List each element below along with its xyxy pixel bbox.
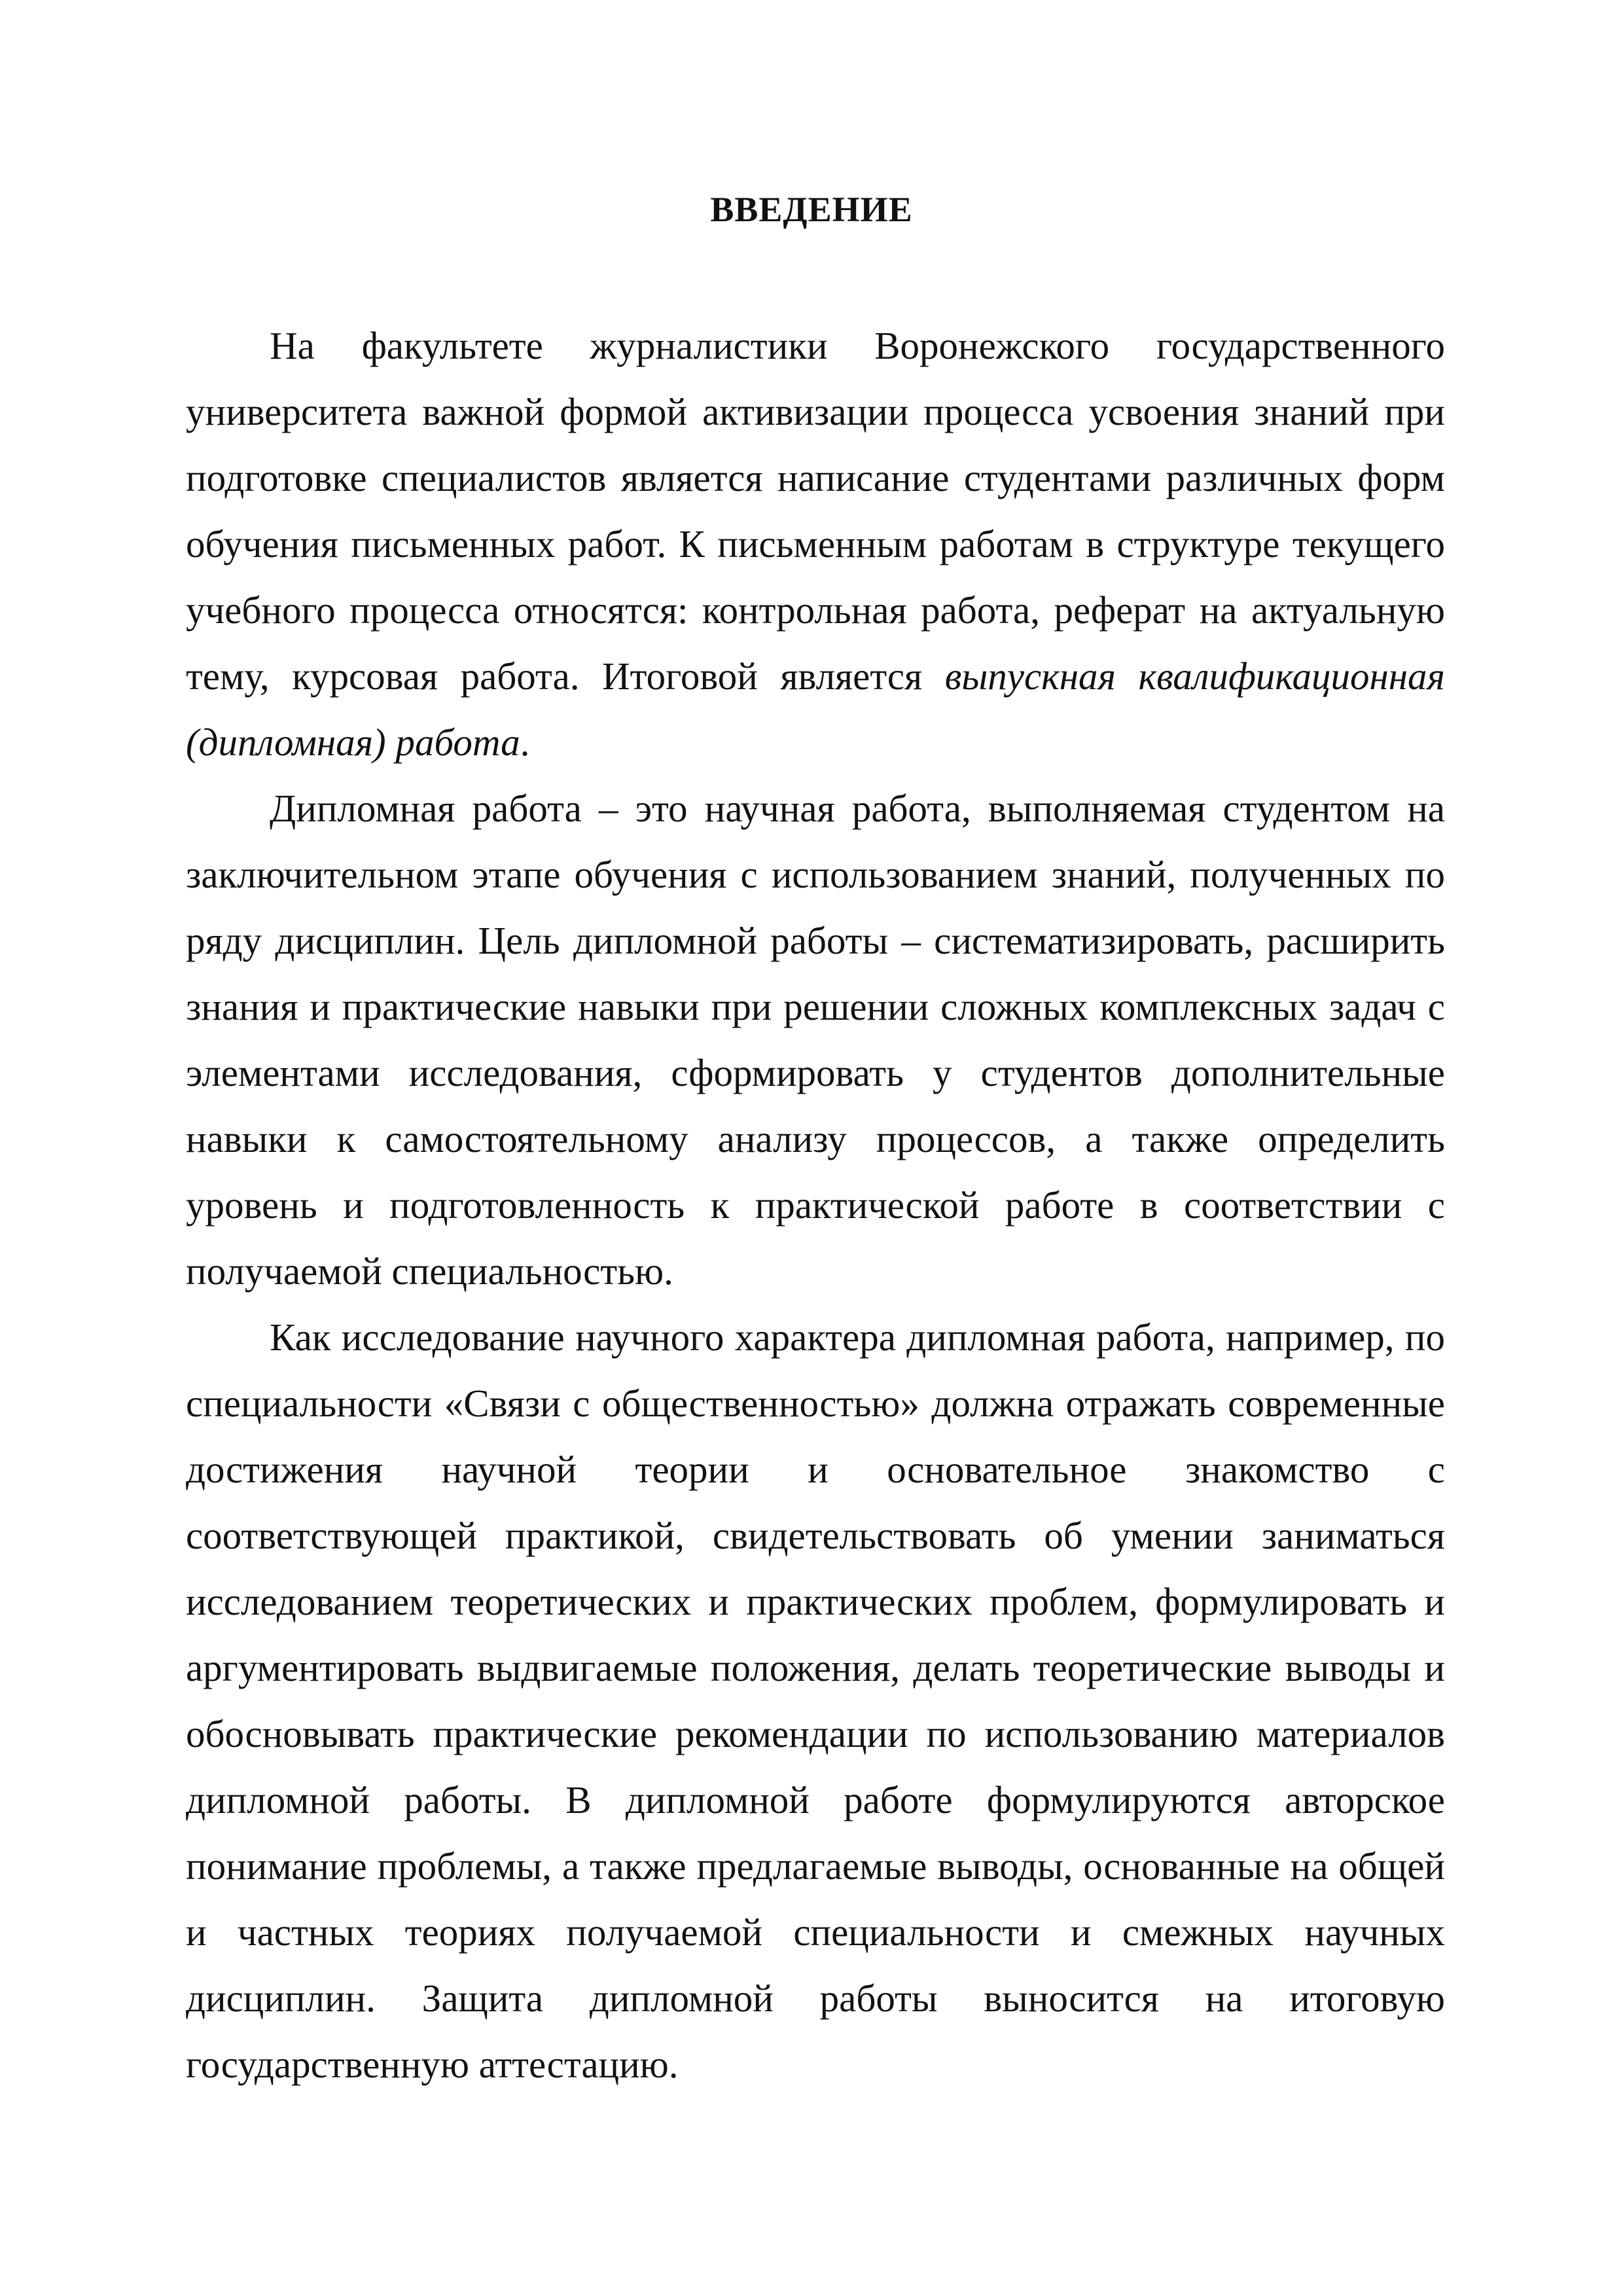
paragraph-1 <box>186 313 1445 776</box>
paragraph-1-end: . <box>520 721 530 764</box>
paragraph-1-text: На факультете журналистики Воронежского государственного университета важной формой активизации процесса усвоения знаний при подготовке специалистов является написание студентами различных форм обучения письменных работ. К письменным работам в структуре текущего учебного процесса относятся: контрольная работа, реферат на актуальную тему, курсовая работа. Итоговой является <box>186 324 1445 698</box>
paragraph-3: Как исследование научного характера дипломная работа, например, по специальности «Связи с общественностью» должна отражать современные достижения научной теории и основательное знакомство с соответствующей практикой, свидетельствовать об умении заниматься исследованием теоретических и практических проблем, формулировать и аргументировать выдвигаемые положения, делать теоретические выводы и обосновывать практические рекомендации по использованию материалов дипломной работы. В дипломной работе формулируются авторское понимание проблемы, а также предлагаемые выводы, основанные на общей и частных теориях получаемой специальности и смежных научных дисциплин. Защита дипломной работы выносится на итоговую государственную аттестацию. <box>186 1316 1445 2086</box>
body-text <box>186 313 1445 2098</box>
paragraph-1-emphasis: выпускная квалификационная (дипломная) работа <box>186 655 1445 764</box>
paragraph-2: Дипломная работа – это научная работа, выполняемая студентом на заключительном этапе обучения с использованием знаний, полученных по ряду дисциплин. Цель дипломной работы – систематизировать, расширить знания и практические навыки при решении сложных комплексных задач с элементами исследования, сформировать у студентов дополнительные навыки к самостоятельному анализу процессов, а также определить уровень и подготовленность к практической работе в соответствии с получаемой специальностью. <box>186 787 1445 1293</box>
section-heading: ВВЕДЕНИЕ <box>710 190 913 229</box>
